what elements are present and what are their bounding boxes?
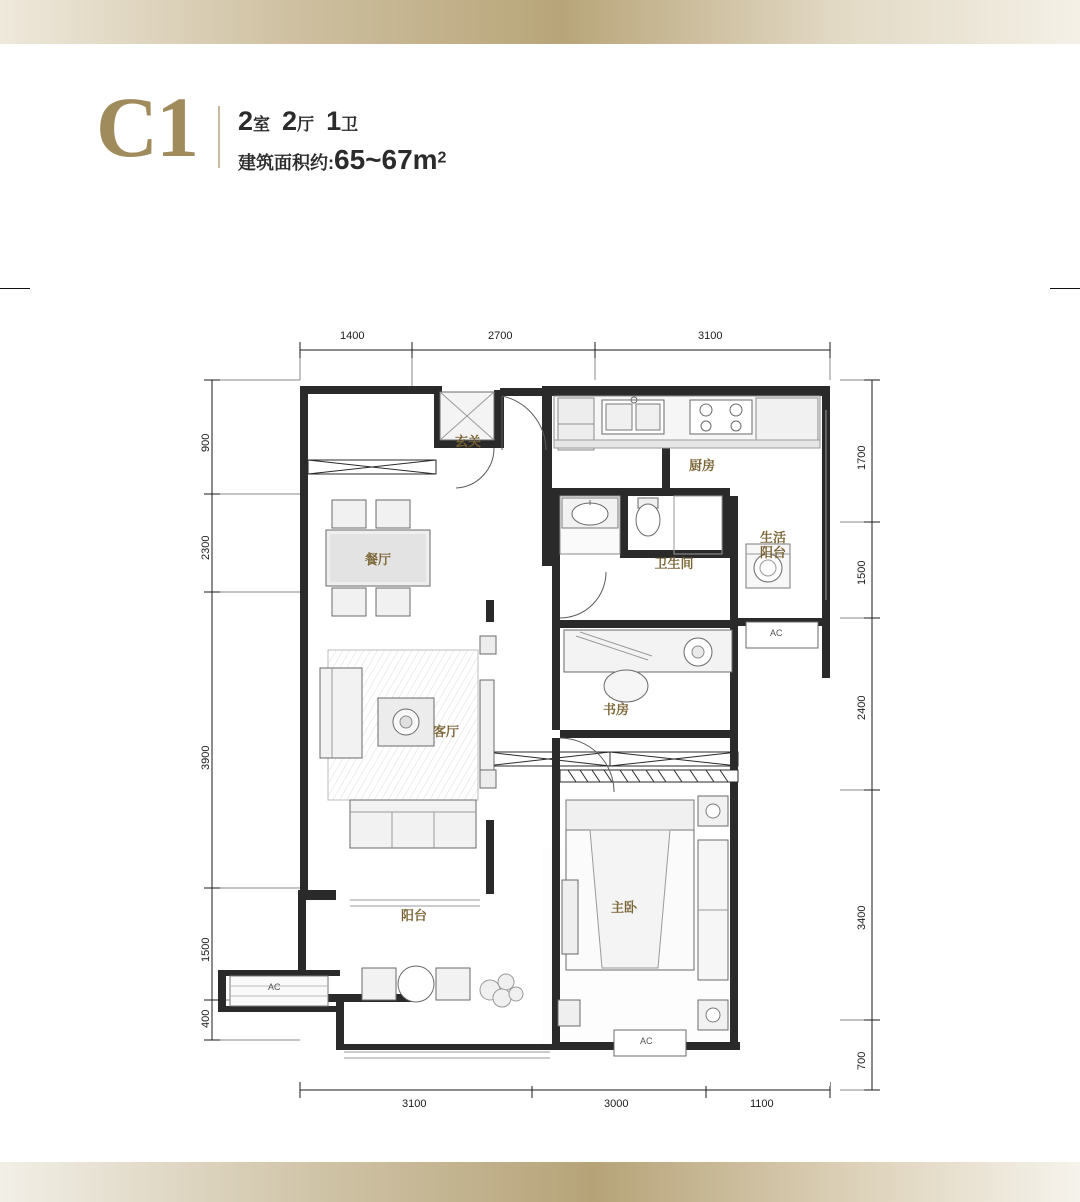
ac-annotation-3: AC [640,1036,653,1046]
room-label-kitchen: 厨房 [688,458,715,473]
halls-count: 2 [282,106,298,136]
dimension-left-1: 900 [200,433,212,452]
dimension-bottom-1: 3100 [402,1098,427,1110]
area-superscript: 2 [437,149,447,167]
baths-count: 1 [326,106,342,136]
floorplan-svg [150,300,950,1140]
rooms-unit: 室 [253,115,271,134]
rooms-count: 2 [238,106,254,136]
floorplan-drawing [150,300,950,1140]
room-label-entry: 玄关 [454,434,481,449]
dimension-right-4: 3400 [856,905,868,930]
dimension-left-2: 2300 [200,535,212,560]
room-label-dining: 餐厅 [364,552,391,567]
header-rule-left [0,288,30,289]
dimension-right-3: 2400 [856,695,868,720]
dimension-right-1: 1700 [856,445,868,470]
plan-title-block [96,79,716,188]
dimension-bottom-2: 3000 [604,1098,629,1110]
dimension-right-2: 1500 [856,560,868,585]
room-summary [238,106,358,137]
header-rule-right [1050,288,1080,289]
dimension-left-4: 1500 [200,937,212,962]
title-divider [218,106,220,168]
dimension-top-1: 1400 [340,330,365,342]
ac-annotation-2: AC [268,982,281,992]
room-label-balcony: 阳台 [400,908,427,923]
room-label-service-balcony: 生活 阳台 [759,530,786,560]
area-label: 建筑面积约: [238,153,334,173]
dimension-left-3: 3900 [200,745,212,770]
room-label-bathroom: 卫生间 [654,556,694,571]
room-label-master-bedroom: 主卧 [610,900,637,915]
area-summary [238,144,446,176]
entry-furniture [440,392,494,440]
kitchen-furniture [554,396,820,450]
bottom-gradient-bar [0,1162,1080,1202]
dimension-bottom-3: 1100 [750,1098,774,1110]
dimension-top-2: 2700 [488,330,513,342]
dimension-top-3: 3100 [698,330,723,342]
top-gradient-bar [0,0,1080,44]
dimension-left-5: 400 [200,1009,212,1028]
halls-unit: 厅 [297,115,315,134]
page-title: C1 [96,79,198,175]
ac-annotation-1: AC [770,628,783,638]
area-value: 65~67m [334,144,438,175]
room-label-living: 客厅 [432,724,459,739]
baths-unit: 卫 [341,115,359,134]
room-label-study: 书房 [602,702,629,717]
dimension-right-5: 700 [856,1051,868,1070]
